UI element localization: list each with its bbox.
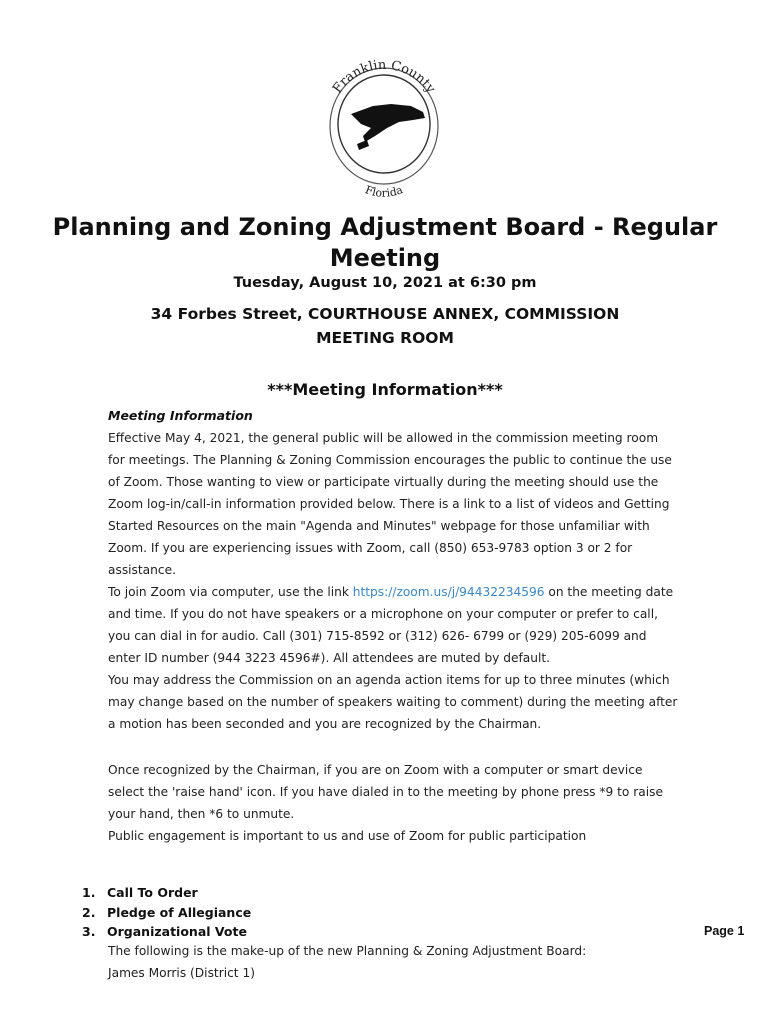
paragraph-gap xyxy=(108,735,678,759)
paragraph-public-comment: You may address the Commission on an agenda action items for up to three minutes (which may change based on the number of speakers waiting to comment) during the meeting after a motion has been seconded and you are recognized by the Chairman. xyxy=(108,673,678,731)
page-number: Page 1 xyxy=(704,924,745,938)
paragraph-raise-hand: Once recognized by the Chairman, if you are on Zoom with a computer or smart device select the 'raise hand' icon. If you have dialed in to the meeting by phone press *9 to raise your hand, then *6 to unmute. xyxy=(108,763,663,821)
meeting-information-section xyxy=(108,405,678,847)
agenda-item-label: Organizational Vote xyxy=(107,924,247,939)
svg-text:Florida xyxy=(363,183,405,200)
organizational-vote-detail xyxy=(108,940,678,984)
meeting-location: 34 Forbes Street, COURTHOUSE ANNEX, COMMISSION MEETING ROOM xyxy=(150,305,620,347)
agenda-item-label: Call To Order xyxy=(107,885,198,900)
svg-text:Franklin County xyxy=(330,58,438,97)
meeting-information-subheading: Meeting Information xyxy=(108,408,253,423)
zoom-join-text-cont: on the meeting date and time. If you do not have speakers or a microphone on your computer or prefer to call, you can dial in for audio. Call (301) 715-8592 or (312) 626- 6799 or (929) 205-6099 and enter ID number (944 3223 4596#). All attendees are muted by default. xyxy=(108,585,674,665)
seal-top-text: Franklin County xyxy=(330,57,439,97)
paragraph-zoom-join xyxy=(108,581,678,669)
agenda-item-number: 3. xyxy=(82,924,96,939)
agenda-item xyxy=(82,922,682,942)
meeting-date-time: Tuesday, August 10, 2021 at 6:30 pm xyxy=(233,275,537,291)
meeting-information-heading: ***Meeting Information*** xyxy=(267,380,503,399)
board-member: James Morris (District 1) xyxy=(108,966,255,980)
agenda-item-number: 2. xyxy=(82,904,96,920)
board-makeup-text: The following is the make-up of the new Planning & Zoning Adjustment Board: xyxy=(108,944,587,958)
agenda-item xyxy=(82,903,682,923)
paragraph-public-engagement: Public engagement is important to us and use of Zoom for public participation xyxy=(108,829,587,843)
agenda-item xyxy=(82,883,682,903)
agenda-item-number: 1. xyxy=(82,885,96,900)
agenda-list xyxy=(82,883,682,942)
county-seal xyxy=(313,44,455,204)
paragraph-public-access: Effective May 4, 2021, the general public will be allowed in the commission meeting room for meetings. The Planning & Zoning Commission encourages the public to continue the use of Zoom. Those wanting to view or participate virtually during the meeting should use the Zoom log-in/call-in information provided below. There is a link to a list of videos and Getting Started Resources on the main "Agenda and Minutes" webpage for those unfamiliar with Zoom. If you are experiencing issues with Zoom, call (850) 653-9783 option 3 or 2 for assistance. xyxy=(108,431,672,577)
zoom-link[interactable]: https://zoom.us/j/94432234596 xyxy=(352,585,545,599)
agenda-item-label: Pledge of Allegiance xyxy=(107,904,252,920)
seal-bottom-text: Florida xyxy=(363,183,405,200)
zoom-join-text: To join Zoom via computer, use the link xyxy=(108,585,353,599)
page-title: Planning and Zoning Adjustment Board - Regular Meeting xyxy=(52,213,718,272)
